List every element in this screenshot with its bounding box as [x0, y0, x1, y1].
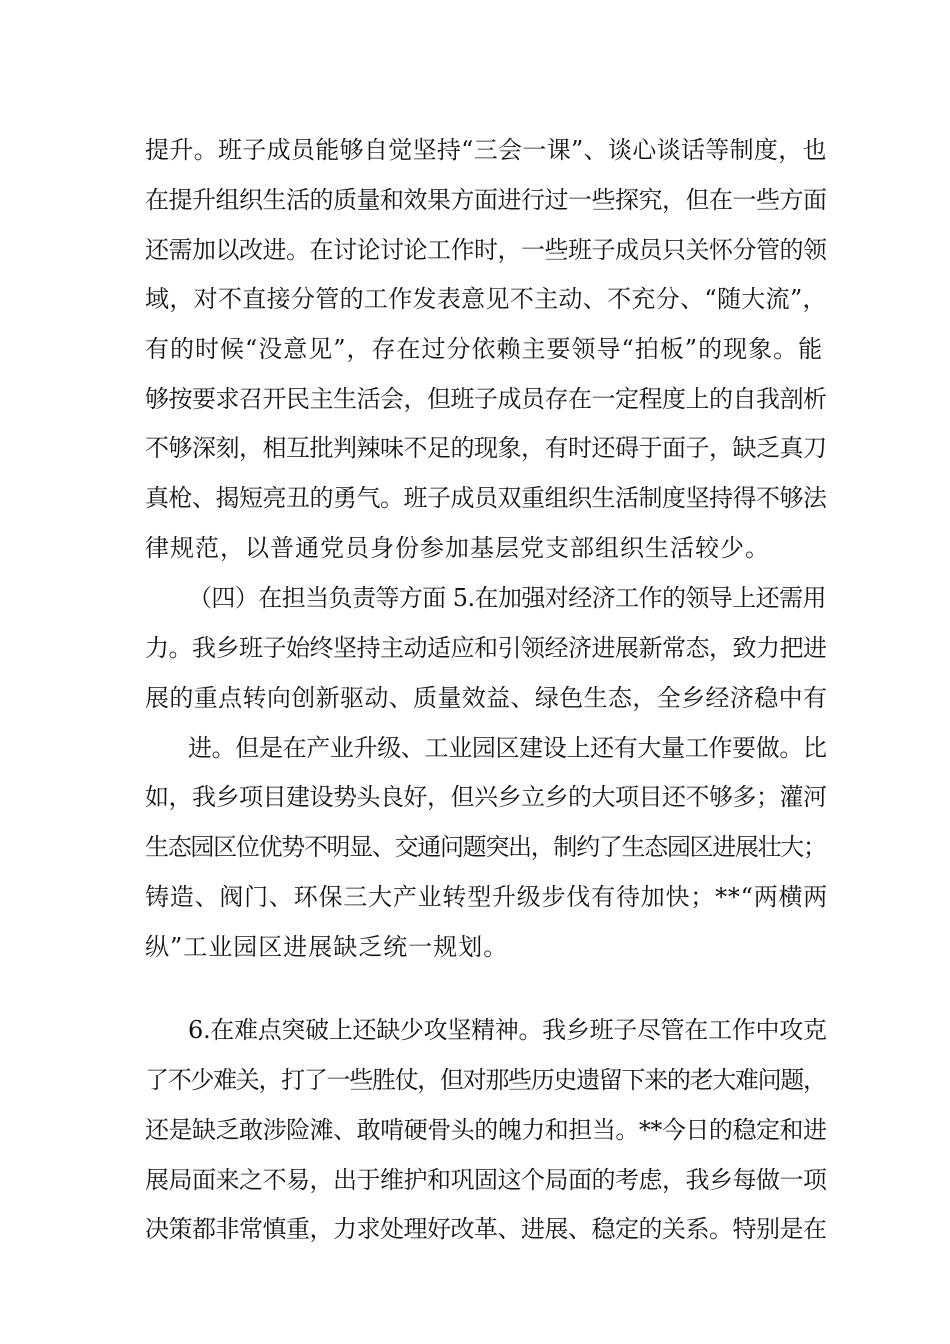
text-line: 律规范，以普通党员身份参加基层党支部组织生活较少。	[145, 534, 770, 562]
text-line: 真枪、揭短亮丑的勇气。班子成员双重组织生活制度坚持得不够法	[145, 484, 827, 512]
text-line: 提升。班子成员能够自觉坚持“三会一课”、谈心谈话等制度，也	[145, 136, 827, 164]
text-line: 生态园区位优势不明显、交通问题突出，制约了生态园区进展壮大；	[145, 833, 826, 861]
section-heading-line: （四）在担当负责等方面 5.在加强对经济工作的领导上还需用	[188, 584, 826, 612]
text-line: 展局面来之不易，出于维护和巩固这个局面的考虑，我乡每做一项	[145, 1166, 827, 1194]
text-line: 展的重点转向创新驱动、质量效益、绿色生态，全乡经济稳中有	[145, 684, 828, 712]
text-line: 进。但是在产业升级、工业园区建设上还有大量工作要做。比	[188, 734, 827, 762]
text-line: 域，对不直接分管的工作发表意见不主动、不充分、“随大流”，	[145, 285, 827, 313]
text-line: 还需加以改进。在讨论讨论工作时，一些班子成员只关怀分管的领	[145, 236, 827, 264]
text-line: 不够深刻，相互批判辣味不足的现象，有时还碍于面子，缺乏真刀	[145, 434, 827, 462]
text-line: 有的时候“没意见”，存在过分依赖主要领导“拍板”的现象。能	[145, 335, 824, 363]
text-line: 力。我乡班子始终坚持主动适应和引领经济进展新常态，致力把进	[145, 634, 827, 662]
text-line: 还是缺乏敢涉险滩、敢啃硬骨头的魄力和担当。**今日的稳定和进	[145, 1116, 827, 1144]
paragraph-start-line: 6.在难点突破上还缺少攻坚精神。我乡班子尽管在工作中攻克	[188, 1016, 827, 1044]
text-line: 够按要求召开民主生活会，但班子成员存在一定程度上的自我剖析	[145, 385, 827, 413]
text-line: 如，我乡项目建设势头良好，但兴乡立乡的大项目还不够多；灌河	[145, 783, 827, 811]
text-line: 在提升组织生活的质量和效果方面进行过一些探究，但在一些方面	[145, 186, 827, 214]
text-line: 决策都非常慎重，力求处理好改革、进展、稳定的关系。特别是在	[145, 1215, 827, 1243]
text-line: 了不少难关，打了一些胜仗，但对那些历史遗留下来的老大难问题，	[145, 1066, 826, 1094]
text-line: 纵”工业园区进展缺乏统一规划。	[145, 933, 509, 961]
text-line: 铸造、阀门、环保三大产业转型升级步伐有待加快；**“两横两	[145, 883, 829, 911]
